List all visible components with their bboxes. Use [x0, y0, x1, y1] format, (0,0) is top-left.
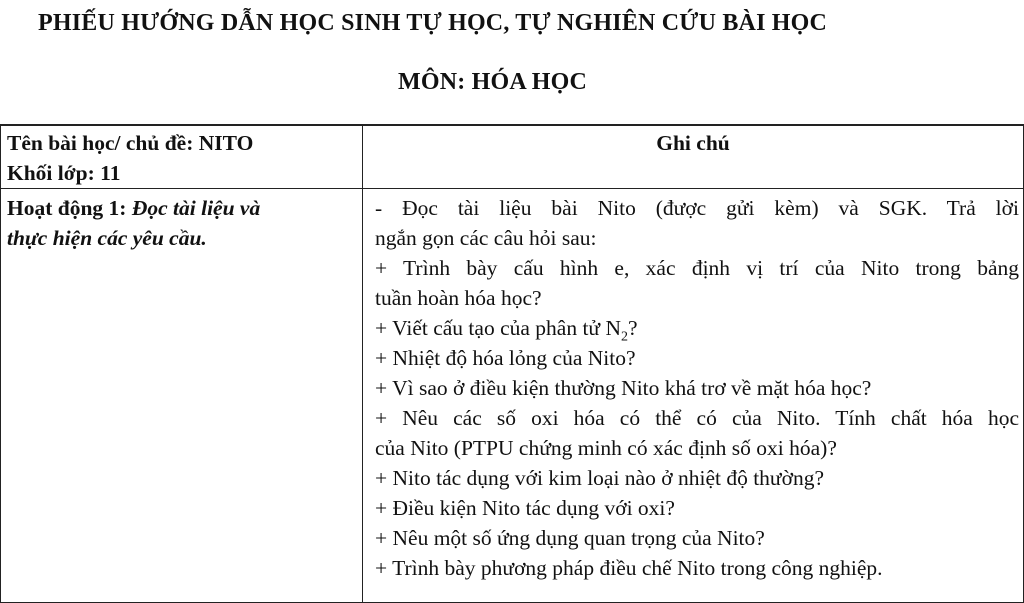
question-8: + Nêu một số ứng dụng quan trọng của Nito?	[375, 526, 765, 550]
lesson-table	[0, 124, 1024, 603]
activity-cell	[1, 189, 363, 603]
notes-header: Ghi chú	[656, 131, 730, 155]
question-5-line1: + Nêu các số oxi hóa có thể có của Nito. Tính chất hóa học	[375, 406, 1019, 430]
question-1-line1: + Trình bày cấu hình e, xác định vị trí của Nito trong bảng	[375, 256, 1019, 280]
question-3: + Nhiệt độ hóa lỏng của Nito?	[375, 346, 636, 370]
question-9: + Trình bày phương pháp điều chế Nito trong công nghiệp.	[375, 556, 883, 580]
question-4: + Vì sao ở điều kiện thường Nito khá trơ về mặt hóa học?	[375, 376, 872, 400]
subject-title: MÔN: HÓA HỌC	[397, 69, 588, 95]
lesson-info-cell	[1, 125, 363, 189]
question-7: + Điều kiện Nito tác dụng với oxi?	[375, 496, 675, 520]
subscript-2: 2	[620, 329, 628, 345]
question-6: + Nito tác dụng với kim loại nào ở nhiệt độ thường?	[375, 466, 825, 490]
activity-notes-cell	[363, 189, 1024, 603]
activity-title-line2: thực hiện các yêu cầu.	[7, 226, 207, 250]
question-2-end: ?	[627, 316, 638, 340]
document-title: PHIẾU HƯỚNG DẪN HỌC SINH TỰ HỌC, TỰ NGHIÊN CỨU BÀI HỌC	[38, 10, 828, 36]
intro-line2: ngắn gọn các câu hỏi sau:	[375, 226, 597, 250]
activity-row	[1, 189, 1024, 603]
notes-header-cell	[363, 125, 1024, 189]
lesson-topic: Tên bài học/ chủ đề: NITO	[7, 131, 254, 155]
question-1-line2: tuần hoàn hóa học?	[375, 286, 542, 310]
activity-title-line1: Đọc tài liệu và	[131, 196, 261, 220]
table-header-row	[1, 125, 1024, 189]
question-5-line2: của Nito (PTPU chứng minh có xác định số oxi hóa)?	[375, 436, 837, 460]
activity-label: Hoạt động 1:	[7, 196, 127, 220]
grade-label: Khối lớp: 11	[7, 161, 121, 185]
question-2-text: + Viết cấu tạo của phân tử N	[375, 316, 621, 340]
intro-line1: - Đọc tài liệu bài Nito (được gửi kèm) và SGK. Trả lời	[375, 196, 1019, 220]
question-2	[375, 313, 1019, 343]
